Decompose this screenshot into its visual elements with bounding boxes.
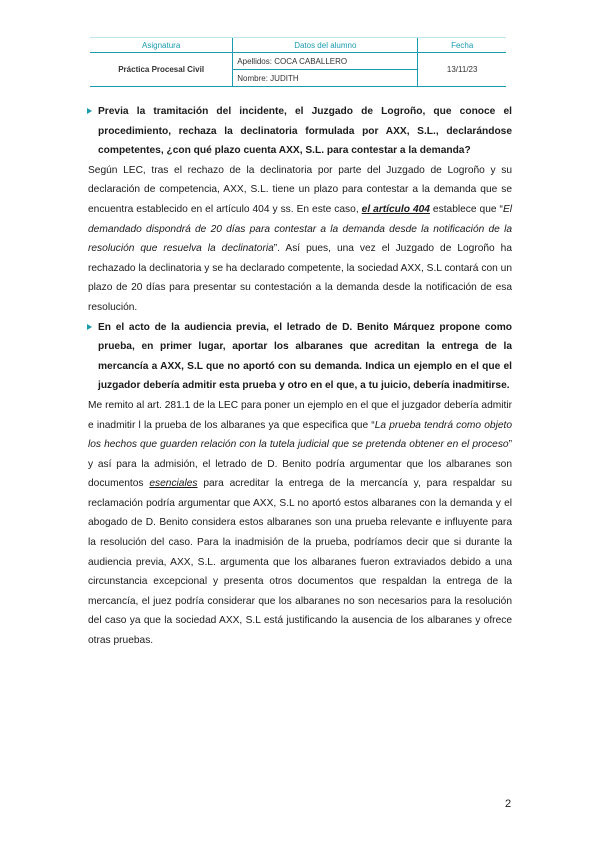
header-col-student: Datos del alumno [233,38,418,53]
header-col-date: Fecha [418,38,506,53]
header-table [90,37,506,87]
bullet-arrow-icon [87,108,92,114]
student-surname: Apellidos: COCA CABALLERO [233,53,418,70]
subject-name: Práctica Procesal Civil [90,53,233,87]
article-281-quote: La prueba tendrá como objeto los hechos que guarden relación con la tutela judicial que se pretenda obtener en el proceso [88,419,512,451]
question-2 [88,318,512,396]
question-2-text: En el acto de la audiencia previa, el letrado de D. Benito Márquez propone como prueba, en primer lugar, aportar los albaranes que acreditan la entrega de la mercancía a AXX, S.L que no aportó con su demanda. Indica un ejemplo en el que el juzgador debería admitir esta prueba y otro en el que, a tu juicio, debería inadmitirse. [98,321,512,392]
question-1-text: Previa la tramitación del incidente, el Juzgado de Logroño, que conoce el procedimiento, rechaza la declinatoria formulada por AXX, S.L., declarándose competentes, ¿con qué plazo cuenta AXX, S.L. para contestar a la demanda? [98,106,512,157]
answer-1-text-b: establece que “ [429,203,503,215]
bullet-arrow-icon [87,324,92,330]
answer-1-text-a: Según LEC, tras el rechazo de la declinatoria por parte del Juzgado de Logroño y su declaración de competencia, AXX, S.L. tiene un plazo para contestar a la demanda que se encuentra establecido en el artículo 404 y ss. En este caso, [88,164,512,215]
question-1 [88,102,512,161]
submission-date: 13/11/23 [418,53,506,87]
student-name: Nombre: JUDITH [233,70,418,87]
answer-2-text-b: ” y así para la admisión, el letrado de D. Benito podría argumentar que los albaranes son documentos [88,439,512,490]
article-404-reference: el artículo 404 [361,203,430,215]
answer-2-text-a: Me remito al art. 281.1 de la LEC para poner un ejemplo en el que el juzgador debería admitir e inadmitir l la prueba de los albaranes ya que especifica que “ [88,399,512,431]
document-body [88,102,512,651]
answer-1-text-c: ”. Así pues, una vez el Juzgado de Logroño ha rechazado la declinatoria y se ha declarado competente, la sociedad AXX, S.L contará con un plazo de 20 días para presentar su contestación a la demanda desde la notificación de esa resolución. [88,243,512,313]
answer-2 [88,396,512,651]
article-404-quote: El demandado dispondrá de 20 días para contestar a la demanda desde la notificación de la resolución que resuelva la declinatoria [88,203,512,255]
header-col-subject: Asignatura [90,38,233,53]
essential-term: esenciales [149,478,198,490]
answer-2-text-c: para acreditar la entrega de la mercancía y, para respaldar su reclamación podría argumentar que AXX, S.L no aportó estos albaranes con la demanda y el abogado de D. Benito considera estos albaranes son una prueba relevante e influyente para la resolución del caso. Para la inadmisión de la prueba, podríamos decir que si durante la audiencia previa, AXX, S.L. argumenta que los albaranes fueron extraviados debido a una circunstancia excepcional y presenta otros documentos que respaldan la entrega de la mercancía, el juez podría considerar que los albaranes no son necesarios para la resolución del caso ya que la sociedad AXX, S.L está justificando la ausencia de los albaranes y ofrece otras pruebas. [88,478,512,647]
answer-1 [88,161,512,318]
page-number: 2 [505,798,512,810]
